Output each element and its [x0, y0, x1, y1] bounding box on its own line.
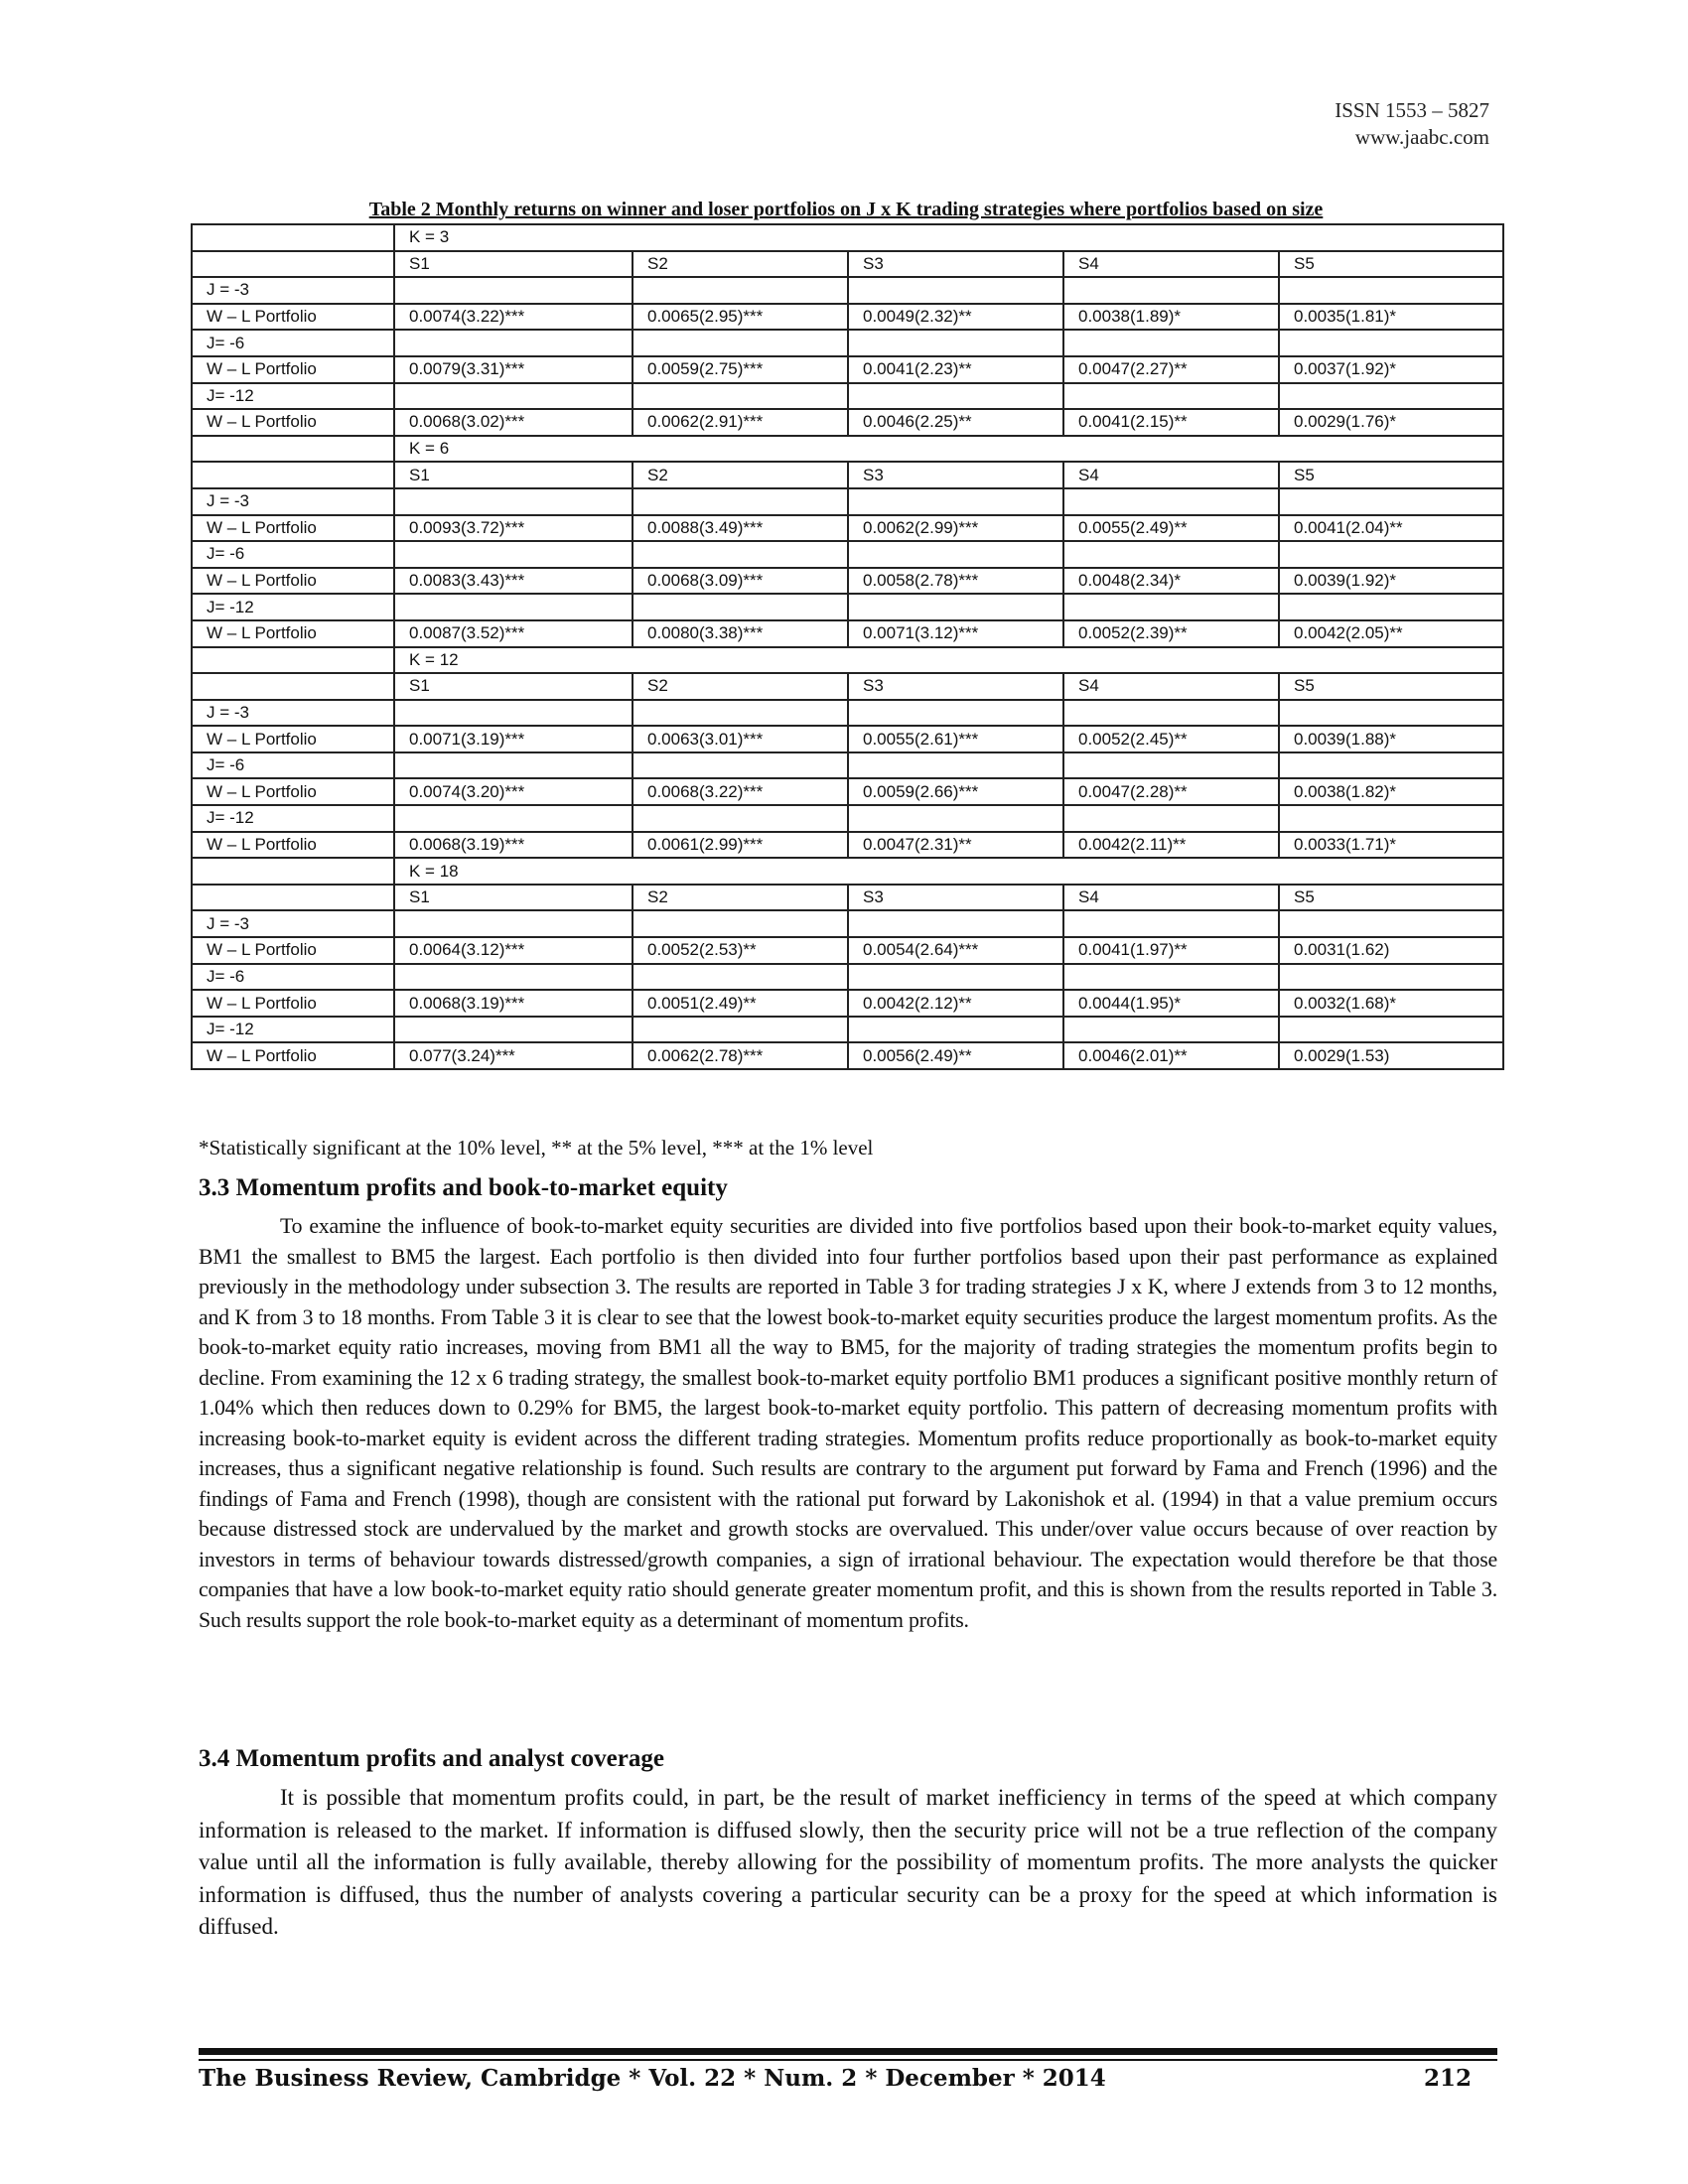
return-value: 0.0033(1.71)*	[1279, 832, 1503, 859]
j-label: J = -3	[192, 488, 394, 515]
column-header: S3	[848, 885, 1063, 911]
return-value: 0.0080(3.38)***	[633, 620, 848, 647]
return-value: 0.0044(1.95)*	[1063, 990, 1279, 1017]
empty-cell	[192, 224, 394, 251]
journal-url: www.jaabc.com	[1354, 125, 1489, 149]
empty-cell	[848, 277, 1063, 304]
j-label: J= -6	[192, 752, 394, 779]
return-value: 0.0047(2.27)**	[1063, 356, 1279, 383]
return-value: 0.0032(1.68)*	[1279, 990, 1503, 1017]
return-value: 0.0047(2.31)**	[848, 832, 1063, 859]
empty-cell	[1063, 805, 1279, 832]
k-header-row	[192, 858, 1503, 885]
empty-cell	[1279, 541, 1503, 568]
empty-cell	[1063, 700, 1279, 727]
empty-cell	[633, 700, 848, 727]
column-header: S4	[1063, 885, 1279, 911]
portfolio-row	[192, 304, 1503, 331]
empty-cell	[848, 964, 1063, 991]
return-value: 0.0041(2.04)**	[1279, 515, 1503, 542]
empty-cell	[1063, 488, 1279, 515]
k-label: K = 12	[394, 647, 1503, 674]
column-header: S2	[633, 462, 848, 488]
column-header: S5	[1279, 885, 1503, 911]
return-value: 0.0041(2.15)**	[1063, 409, 1279, 436]
empty-cell	[1279, 488, 1503, 515]
footer-journal: The Business Review, Cambridge * Vol. 22 * Num. 2 * December * 2014	[199, 2065, 1106, 2092]
empty-cell	[848, 594, 1063, 620]
portfolio-label: W – L Portfolio	[192, 778, 394, 805]
return-value: 0.0042(2.12)**	[848, 990, 1063, 1017]
column-header-row	[192, 673, 1503, 700]
empty-cell	[848, 805, 1063, 832]
portfolio-row	[192, 409, 1503, 436]
return-value: 0.0068(3.02)***	[394, 409, 633, 436]
empty-cell	[394, 805, 633, 832]
return-value: 0.0041(2.23)**	[848, 356, 1063, 383]
section-body-3-4: It is possible that momentum profits could, in part, be the result of market inefficiency in terms of the speed at which company information is released to the market. If information is diffused slowly, then the security price will not be a true reflection of the company value until all the information is fully available, thereby allowing for the possibility of momentum profits. The more analysts the quicker information is diffused, thus the number of analysts covering a particular security can be a proxy for the speed at which information is diffused.	[199, 1785, 1497, 1939]
column-header: S5	[1279, 251, 1503, 278]
return-value: 0.0047(2.28)**	[1063, 778, 1279, 805]
return-value: 0.0056(2.49)**	[848, 1042, 1063, 1069]
return-value: 0.0055(2.61)***	[848, 726, 1063, 752]
j-row	[192, 910, 1503, 937]
column-header-row	[192, 251, 1503, 278]
return-value: 0.0052(2.39)**	[1063, 620, 1279, 647]
page-number: 212	[1423, 2065, 1472, 2092]
return-value: 0.0059(2.75)***	[633, 356, 848, 383]
empty-cell	[1279, 700, 1503, 727]
empty-cell	[848, 488, 1063, 515]
column-header: S1	[394, 251, 633, 278]
j-row	[192, 752, 1503, 779]
k-header-row	[192, 647, 1503, 674]
return-value: 0.0068(3.09)***	[633, 568, 848, 595]
return-value: 0.0071(3.19)***	[394, 726, 633, 752]
empty-cell	[1279, 1017, 1503, 1043]
section-heading-3-3: 3.3 Momentum profits and book-to-market equity	[199, 1174, 728, 1201]
portfolio-label: W – L Portfolio	[192, 304, 394, 331]
return-value: 0.0039(1.88)*	[1279, 726, 1503, 752]
empty-cell	[394, 277, 633, 304]
portfolio-row	[192, 990, 1503, 1017]
return-value: 0.0055(2.49)**	[1063, 515, 1279, 542]
j-row	[192, 805, 1503, 832]
empty-cell	[1063, 594, 1279, 620]
empty-cell	[192, 858, 394, 885]
empty-cell	[633, 541, 848, 568]
return-value: 0.0049(2.32)**	[848, 304, 1063, 331]
portfolio-label: W – L Portfolio	[192, 356, 394, 383]
portfolio-label: W – L Portfolio	[192, 515, 394, 542]
portfolio-label: W – L Portfolio	[192, 409, 394, 436]
return-value: 0.0052(2.45)**	[1063, 726, 1279, 752]
column-header: S4	[1063, 251, 1279, 278]
portfolio-row	[192, 620, 1503, 647]
empty-cell	[394, 1017, 633, 1043]
j-label: J= -12	[192, 383, 394, 410]
table-title: Table 2 Monthly returns on winner and loser portfolios on J x K trading strategies where portfolios based on size	[368, 199, 1324, 220]
empty-cell	[1279, 277, 1503, 304]
j-label: J= -12	[192, 1017, 394, 1043]
empty-cell	[192, 436, 394, 463]
return-value: 0.0051(2.49)**	[633, 990, 848, 1017]
empty-cell	[1279, 910, 1503, 937]
empty-cell	[394, 383, 633, 410]
empty-cell	[1063, 277, 1279, 304]
empty-cell	[1279, 330, 1503, 356]
return-value: 0.0079(3.31)***	[394, 356, 633, 383]
k-header-row	[192, 436, 1503, 463]
empty-cell	[1063, 1017, 1279, 1043]
empty-cell	[633, 383, 848, 410]
return-value: 0.0035(1.81)*	[1279, 304, 1503, 331]
empty-cell	[633, 805, 848, 832]
column-header: S3	[848, 251, 1063, 278]
empty-cell	[394, 752, 633, 779]
return-value: 0.0031(1.62)	[1279, 937, 1503, 964]
empty-cell	[394, 910, 633, 937]
column-header: S5	[1279, 673, 1503, 700]
j-row	[192, 964, 1503, 991]
j-label: J = -3	[192, 277, 394, 304]
empty-cell	[1063, 383, 1279, 410]
return-value: 0.0064(3.12)***	[394, 937, 633, 964]
portfolio-row	[192, 515, 1503, 542]
empty-cell	[394, 700, 633, 727]
empty-cell	[1279, 805, 1503, 832]
empty-cell	[192, 647, 394, 674]
portfolio-label: W – L Portfolio	[192, 1042, 394, 1069]
portfolio-label: W – L Portfolio	[192, 620, 394, 647]
empty-cell	[1063, 752, 1279, 779]
portfolio-row	[192, 568, 1503, 595]
empty-cell	[394, 488, 633, 515]
column-header: S1	[394, 462, 633, 488]
return-value: 0.0048(2.34)*	[1063, 568, 1279, 595]
page-header	[1335, 97, 1489, 151]
return-value: 0.0087(3.52)***	[394, 620, 633, 647]
column-header: S3	[848, 673, 1063, 700]
return-value: 0.0074(3.20)***	[394, 778, 633, 805]
return-value: 0.0042(2.11)**	[1063, 832, 1279, 859]
return-value: 0.0038(1.82)*	[1279, 778, 1503, 805]
return-value: 0.0039(1.92)*	[1279, 568, 1503, 595]
empty-cell	[848, 700, 1063, 727]
j-row	[192, 700, 1503, 727]
return-value: 0.0046(2.01)**	[1063, 1042, 1279, 1069]
empty-cell	[192, 251, 394, 278]
j-row	[192, 594, 1503, 620]
return-value: 0.0093(3.72)***	[394, 515, 633, 542]
return-value: 0.0038(1.89)*	[1063, 304, 1279, 331]
column-header: S4	[1063, 673, 1279, 700]
return-value: 0.0068(3.19)***	[394, 832, 633, 859]
portfolio-label: W – L Portfolio	[192, 568, 394, 595]
column-header: S3	[848, 462, 1063, 488]
footer-rule-thin	[199, 2059, 1497, 2061]
column-header: S4	[1063, 462, 1279, 488]
return-value: 0.0029(1.53)	[1279, 1042, 1503, 1069]
empty-cell	[633, 330, 848, 356]
return-value: 0.0071(3.12)***	[848, 620, 1063, 647]
empty-cell	[848, 330, 1063, 356]
portfolio-row	[192, 937, 1503, 964]
empty-cell	[1279, 964, 1503, 991]
j-row	[192, 488, 1503, 515]
section-body-3-3: To examine the influence of book-to-market equity securities are divided into five portfolios based upon their book-to-market equity values, BM1 the smallest to BM5 the largest. Each portfolio is then divided into four further portfolios based upon their past performance as explained previously in the methodology under subsection 3. The results are reported in Table 3 for trading strategies J x K, where J extends from 3 to 12 months, and K from 3 to 18 months. From Table 3 it is clear to see that the lowest book-to-market equity securities produce the largest momentum profits. As the book-to-market equity ratio increases, moving from BM1 all the way to BM5, for the majority of trading strategies the momentum profits begin to decline. From examining the 12 x 6 trading strategy, the smallest book-to-market equity portfolio BM1 produces a significant positive monthly return of 1.04% which then reduces down to 0.29% for BM5, the largest book-to-market equity portfolio. This pattern of decreasing momentum profits with increasing book-to-market equity is evident across the different trading strategies. Momentum profits reduce proportionally as book-to-market equity increases, thus a significant negative relationship is found. Such results are contrary to the argument put forward by Fama and French (1996) and the findings of Fama and French (1998), though are consistent with the rational put forward by Lakonishok et al. (1994) in that a value premium occurs because distressed stock are undervalued by the market and growth stocks are overvalued. This under/over value occurs because of over reaction by investors in terms of behaviour towards distressed/growth companies, a sign of irrational behaviour. The expectation would therefore be that those companies that have a low book-to-market equity ratio should generate greater momentum profit, and this is shown from the results reported in Table 3. Such results support the role book-to-market equity as a determinant of momentum profits.	[199, 1214, 1497, 1632]
portfolio-label: W – L Portfolio	[192, 726, 394, 752]
j-label: J = -3	[192, 700, 394, 727]
footer-rule-thick	[199, 2048, 1497, 2055]
empty-cell	[848, 1017, 1063, 1043]
column-header: S2	[633, 885, 848, 911]
empty-cell	[1063, 910, 1279, 937]
portfolio-row	[192, 778, 1503, 805]
return-value: 0.0062(2.78)***	[633, 1042, 848, 1069]
portfolio-label: W – L Portfolio	[192, 990, 394, 1017]
empty-cell	[633, 594, 848, 620]
column-header-row	[192, 885, 1503, 911]
column-header: S5	[1279, 462, 1503, 488]
empty-cell	[633, 277, 848, 304]
empty-cell	[633, 964, 848, 991]
return-value: 0.0052(2.53)**	[633, 937, 848, 964]
return-value: 0.0042(2.05)**	[1279, 620, 1503, 647]
return-value: 0.0062(2.91)***	[633, 409, 848, 436]
return-value: 0.0054(2.64)***	[848, 937, 1063, 964]
return-value: 0.0037(1.92)*	[1279, 356, 1503, 383]
j-label: J= -12	[192, 805, 394, 832]
section-heading-3-4: 3.4 Momentum profits and analyst coverage	[199, 1745, 664, 1772]
return-value: 0.0074(3.22)***	[394, 304, 633, 331]
j-label: J= -6	[192, 964, 394, 991]
j-row	[192, 383, 1503, 410]
portfolio-row	[192, 356, 1503, 383]
empty-cell	[633, 910, 848, 937]
portfolio-label: W – L Portfolio	[192, 937, 394, 964]
j-row	[192, 330, 1503, 356]
column-header: S1	[394, 885, 633, 911]
empty-cell	[394, 964, 633, 991]
empty-cell	[848, 383, 1063, 410]
empty-cell	[633, 752, 848, 779]
returns-table	[191, 223, 1504, 1070]
empty-cell	[633, 1017, 848, 1043]
return-value: 0.077(3.24)***	[394, 1042, 633, 1069]
k-label: K = 6	[394, 436, 1503, 463]
empty-cell	[848, 910, 1063, 937]
empty-cell	[848, 541, 1063, 568]
j-label: J= -6	[192, 541, 394, 568]
empty-cell	[192, 673, 394, 700]
portfolio-row	[192, 832, 1503, 859]
return-value: 0.0058(2.78)***	[848, 568, 1063, 595]
k-header-row	[192, 224, 1503, 251]
empty-cell	[1063, 330, 1279, 356]
return-value: 0.0063(3.01)***	[633, 726, 848, 752]
column-header: S2	[633, 673, 848, 700]
j-row	[192, 1017, 1503, 1043]
empty-cell	[1279, 383, 1503, 410]
empty-cell	[192, 885, 394, 911]
table-footnote: *Statistically significant at the 10% level, ** at the 5% level, *** at the 1% level	[199, 1136, 874, 1160]
empty-cell	[848, 752, 1063, 779]
empty-cell	[192, 462, 394, 488]
return-value: 0.0083(3.43)***	[394, 568, 633, 595]
issn-text: ISSN 1553 – 5827	[1335, 98, 1489, 122]
empty-cell	[1279, 752, 1503, 779]
empty-cell	[1063, 964, 1279, 991]
empty-cell	[1279, 594, 1503, 620]
return-value: 0.0059(2.66)***	[848, 778, 1063, 805]
k-label: K = 18	[394, 858, 1503, 885]
empty-cell	[394, 330, 633, 356]
j-row	[192, 277, 1503, 304]
empty-cell	[394, 541, 633, 568]
return-value: 0.0088(3.49)***	[633, 515, 848, 542]
column-header: S1	[394, 673, 633, 700]
empty-cell	[633, 488, 848, 515]
return-value: 0.0068(3.22)***	[633, 778, 848, 805]
return-value: 0.0065(2.95)***	[633, 304, 848, 331]
return-value: 0.0068(3.19)***	[394, 990, 633, 1017]
portfolio-row	[192, 1042, 1503, 1069]
return-value: 0.0061(2.99)***	[633, 832, 848, 859]
empty-cell	[1063, 541, 1279, 568]
return-value: 0.0029(1.76)*	[1279, 409, 1503, 436]
portfolio-row	[192, 726, 1503, 752]
column-header-row	[192, 462, 1503, 488]
empty-cell	[394, 594, 633, 620]
j-label: J = -3	[192, 910, 394, 937]
return-value: 0.0062(2.99)***	[848, 515, 1063, 542]
k-label: K = 3	[394, 224, 1503, 251]
j-label: J= -6	[192, 330, 394, 356]
column-header: S2	[633, 251, 848, 278]
portfolio-label: W – L Portfolio	[192, 832, 394, 859]
return-value: 0.0041(1.97)**	[1063, 937, 1279, 964]
j-row	[192, 541, 1503, 568]
j-label: J= -12	[192, 594, 394, 620]
return-value: 0.0046(2.25)**	[848, 409, 1063, 436]
